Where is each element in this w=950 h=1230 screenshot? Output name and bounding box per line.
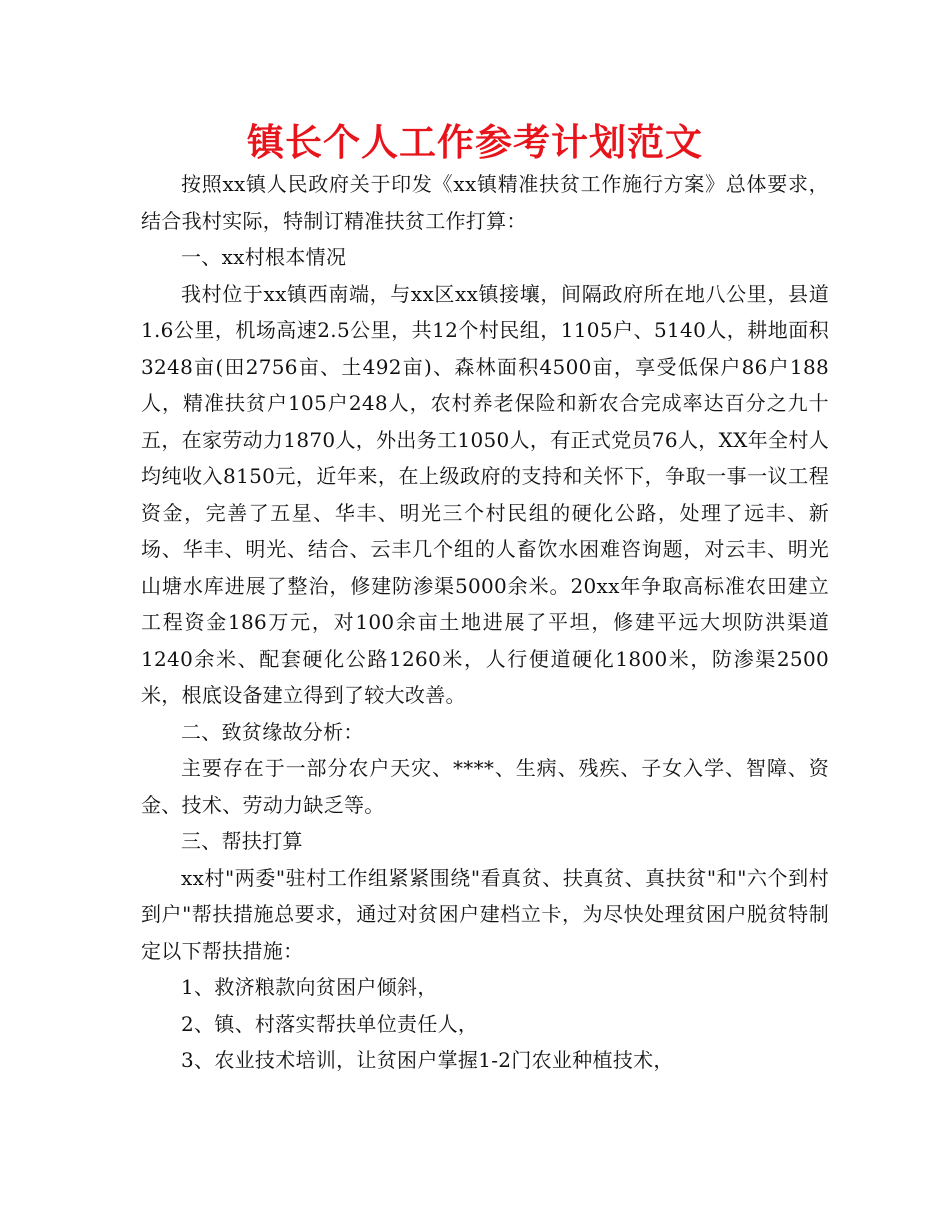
list-item: 3、农业技术培训，让贫困户掌握1-2门农业种植技术，	[181, 1048, 674, 1072]
document-body	[141, 166, 829, 1079]
paragraph-assistance-plan: xx村"两委"驻村工作组紧紧围绕"看真贫、扶真贫、真扶贫"和"六个到村到户"帮扶措施总要求，通过对贫困户建档立卡，为尽快处理贫困户脱贫特制定以下帮扶措施：	[141, 865, 829, 963]
section-heading-2: 二、致贫缘故分析：	[181, 719, 364, 744]
document-title: 镇长个人工作参考计划范文	[247, 121, 703, 164]
list-item: 1、救济粮款向贫困户倾斜，	[181, 975, 438, 999]
section-heading-1: 一、xx村根本情况	[181, 245, 347, 269]
section-heading-3: 三、帮扶打算	[181, 829, 303, 853]
paragraph-village-overview: 我村位于xx镇西南端，与xx区xx镇接壤，间隔政府所在地八公里，县道1.6公里，机场高速2.5公里，共12个村民组，1105户、5140人，耕地面积3248亩(田2756亩、土492亩)、森林面积4500亩，享受低保户86户188人，精准扶贫户105户248人，农村养老保险和新农合完成率达百分之九十五，在家劳动力1870人，外出务工1050人，有正式党员76人，XX年全村人均纯收入8150元，近年来，在上级政府的支持和关怀下，争取一事一议工程资金，完善了五星、华丰、明光三个村民组的硬化公路，处理了远丰、新场、华丰、明光、结合、云丰几个组的人畜饮水困难咨询题，对云丰、明光山塘水库进展了整治，修建防渗渠5000余米。20xx年争取高标准农田建立工程资金186万元，对100余亩土地进展了平坦，修建平远大坝防洪渠道1240余米、配套硬化公路1260米，人行便道硬化1800米，防渗渠2500米，根底设备建立得到了较大改善。	[141, 281, 829, 707]
paragraph-poverty-causes: 主要存在于一部分农户天灾、****、生病、残疾、子女入学、智障、资金、技术、劳动力缺乏等。	[141, 756, 829, 817]
paragraph-intro: 按照xx镇人民政府关于印发《xx镇精准扶贫工作施行方案》总体要求，结合我村实际，特制订精准扶贫工作打算：	[141, 172, 829, 233]
list-item: 2、镇、村落实帮扶单位责任人，	[181, 1011, 479, 1036]
